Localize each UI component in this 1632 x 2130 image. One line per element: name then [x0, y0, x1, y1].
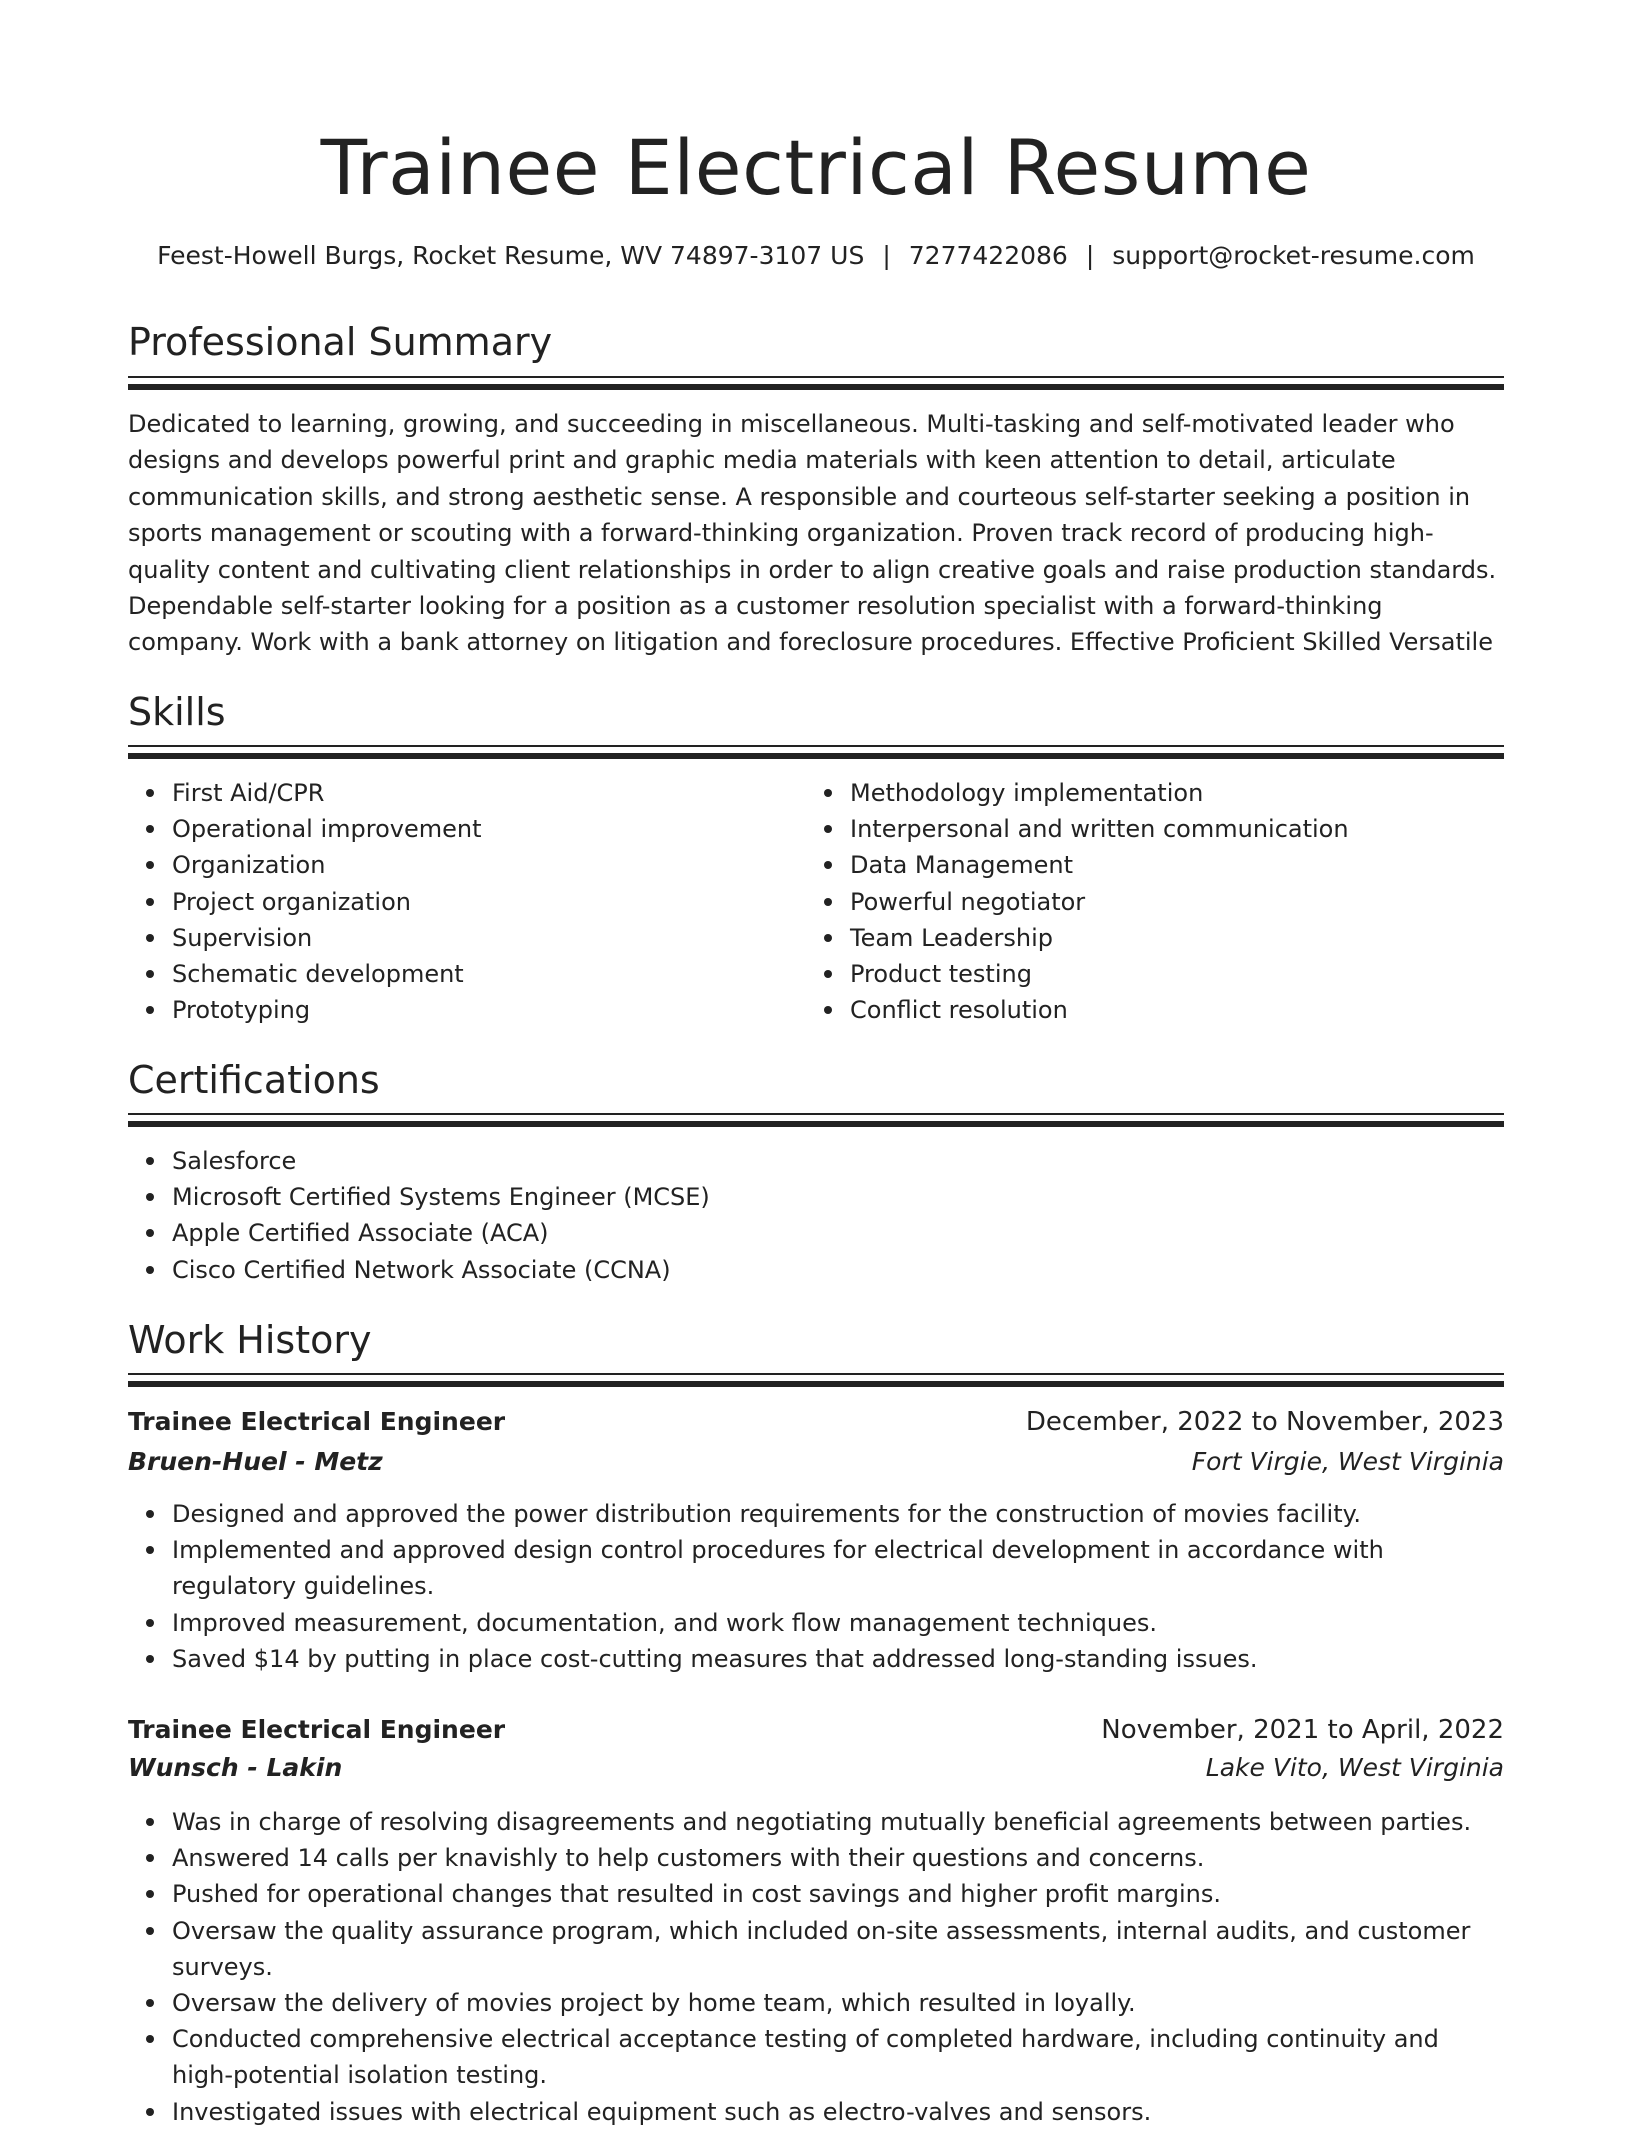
job-header — [128, 1402, 1504, 1442]
section-divider — [128, 745, 1504, 747]
job-bullet: Answered 14 calls per knavishly to help customers with their questions and concerns. — [172, 1840, 1504, 1876]
contact-email: support@rocket-resume.com — [1112, 241, 1475, 270]
contact-phone: 7277422086 — [908, 241, 1068, 270]
job-bullets — [128, 1804, 1504, 2130]
skill-item: Project organization — [172, 884, 802, 920]
work-heading: Work History — [128, 1318, 372, 1362]
skill-item: Prototyping — [172, 992, 802, 1028]
skill-item: Team Leadership — [850, 920, 1504, 956]
resume-title: Trainee Electrical Resume — [320, 123, 1312, 212]
job-bullet: Saved $14 by putting in place cost-cutting measures that addressed long-standing issues. — [172, 1641, 1504, 1677]
section-divider — [128, 376, 1504, 378]
skill-item: Operational improvement — [172, 811, 802, 847]
skill-item: Product testing — [850, 956, 1504, 992]
skill-item: Interpersonal and written communication — [850, 811, 1504, 847]
skill-item: Methodology implementation — [850, 775, 1504, 811]
certifications-heading: Certifications — [128, 1058, 380, 1102]
certifications-section-header — [128, 1056, 1504, 1104]
skills-section-header — [128, 688, 1504, 736]
contact-address: Feest-Howell Burgs, Rocket Resume, WV 74897-3107 US — [157, 241, 865, 270]
skills-list-right — [806, 775, 1504, 1028]
job-subheader — [128, 1748, 1504, 1788]
contact-separator: | — [1085, 241, 1095, 270]
skill-item: Supervision — [172, 920, 802, 956]
skills-list-left — [128, 775, 802, 1028]
skill-item: Schematic development — [172, 956, 802, 992]
summary-text: Dedicated to learning, growing, and succeeding in miscellaneous. Multi-tasking and self-motivated leader who designs and develops powerful print and graphic media materials with keen attention to detail, articulate communication skills, and strong aesthetic sense. A responsible and courteous self-starter seeking a position in sports management or scouting with a forward-thinking organization. Proven track record of producing high-quality content and cultivating client relationships in order to align creative goals and raise production standards. Dependable self-starter looking for a position as a customer resolution specialist with a forward-thinking company. Work with a bank attorney on litigation and foreclosure procedures. Effective Proficient Skilled Versatile — [128, 410, 1497, 657]
skill-item: First Aid/CPR — [172, 775, 802, 811]
section-divider — [128, 1113, 1504, 1115]
job-bullets — [128, 1496, 1504, 1677]
skills-heading: Skills — [128, 690, 226, 734]
certification-item: Cisco Certified Network Associate (CCNA) — [172, 1252, 1504, 1288]
job-bullet: Was in charge of resolving disagreements and negotiating mutually beneficial agreements between parties. — [172, 1804, 1504, 1840]
job-bullet: Investigated issues with electrical equipment such as electro-valves and sensors. — [172, 2094, 1504, 2130]
job-bullet: Oversaw the delivery of movies project by home team, which resulted in loyally. — [172, 1985, 1504, 2021]
job-bullet: Pushed for operational changes that resulted in cost savings and higher profit margins. — [172, 1876, 1504, 1912]
job-bullet: Oversaw the quality assurance program, which included on-site assessments, internal audits, and customer surveys. — [172, 1913, 1504, 1985]
section-divider — [128, 1373, 1504, 1375]
job-dates: November, 2021 to April, 2022 — [1101, 1715, 1504, 1745]
certifications-list — [128, 1143, 1504, 1288]
certification-item: Salesforce — [172, 1143, 1504, 1179]
skill-item: Conflict resolution — [850, 992, 1504, 1028]
job-bullet: Improved measurement, documentation, and work flow management techniques. — [172, 1605, 1504, 1641]
summary-heading: Professional Summary — [128, 320, 553, 364]
job-company: Wunsch - Lakin — [128, 1753, 343, 1782]
job-title: Trainee Electrical Engineer — [128, 1407, 506, 1436]
job-company: Bruen-Huel - Metz — [128, 1447, 383, 1476]
certification-item: Microsoft Certified Systems Engineer (MCSE) — [172, 1179, 1504, 1215]
contact-separator: | — [882, 241, 891, 270]
job-location: Fort Virgie, West Virginia — [1191, 1447, 1504, 1476]
section-divider — [128, 1121, 1504, 1127]
job-bullet: Conducted comprehensive electrical acceptance testing of completed hardware, including continuity and high-potential isolation testing. — [172, 2021, 1504, 2093]
certification-item: Apple Certified Associate (ACA) — [172, 1215, 1504, 1251]
job-bullet: Designed and approved the power distribution requirements for the construction of movies facility. — [172, 1496, 1504, 1532]
job-title: Trainee Electrical Engineer — [128, 1715, 506, 1744]
job-subheader — [128, 1442, 1504, 1482]
job-bullet: Implemented and approved design control procedures for electrical development in accordance with regulatory guidelines. — [172, 1532, 1504, 1604]
section-divider — [128, 384, 1504, 390]
section-divider — [128, 1381, 1504, 1387]
section-divider — [128, 753, 1504, 759]
job-header — [128, 1710, 1504, 1750]
summary-section-header — [128, 318, 1504, 366]
job-location: Lake Vito, West Virginia — [1205, 1753, 1504, 1782]
skill-item: Powerful negotiator — [850, 884, 1504, 920]
skill-item: Organization — [172, 847, 802, 883]
skill-item: Data Management — [850, 847, 1504, 883]
job-dates: December, 2022 to November, 2023 — [1025, 1407, 1504, 1437]
work-section-header — [128, 1316, 1504, 1364]
contact-line — [128, 238, 1504, 274]
